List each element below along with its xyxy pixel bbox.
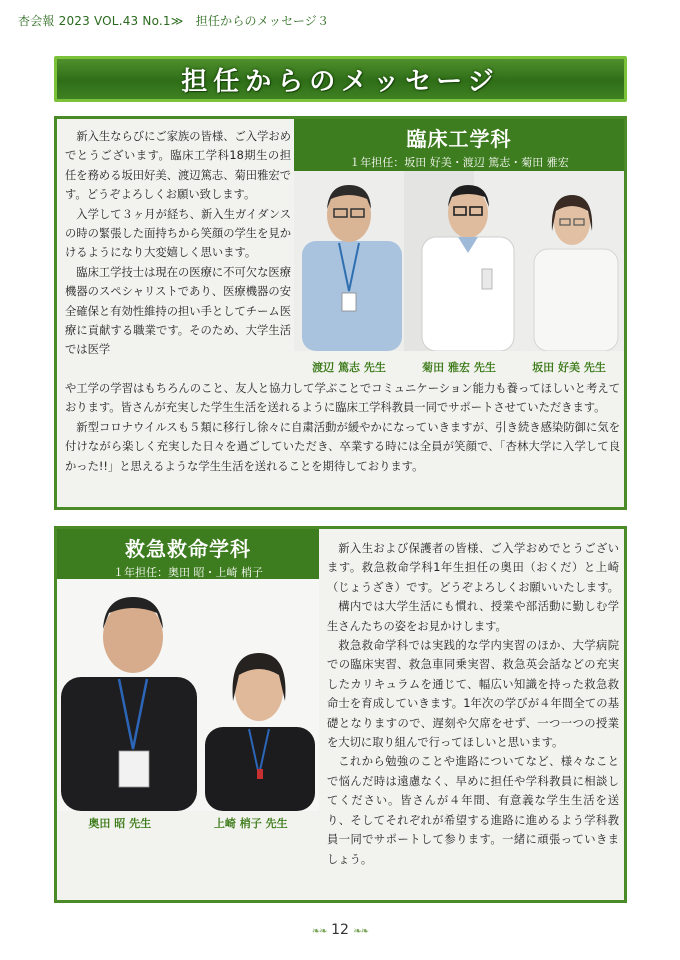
dept-name: 臨床工学科 [406, 127, 512, 151]
teacher-caption: 菊田 雅宏 先生 [422, 361, 496, 374]
clinical-engineering-message-bottom [65, 379, 620, 476]
emergency-medical-section [54, 526, 627, 903]
section-banner [54, 56, 627, 102]
message-paragraph: 構内では大学生活にも慣れ、授業や部活動に勤しむ学生さんたちの姿をお見かけします。 [327, 600, 619, 633]
message-paragraph: 新入生ならびにご家族の皆様、ご入学おめでとうございます。臨床工学科18期生の担任を務める坂田好美、渡辺篤志、菊田雅宏です。どうぞよろしくお願い致します。 [65, 130, 291, 202]
dept-teachers: １年担任：坂田 好美・渡辺 篤志・菊田 雅宏 [349, 156, 569, 169]
teacher-caption: 上崎 梢子 先生 [213, 817, 288, 830]
dept-teachers: １年担任：奥田 昭・上崎 梢子 [113, 566, 263, 579]
leaf-ornament-icon: ❧❧ [311, 926, 327, 937]
page-number [0, 922, 680, 938]
teachers-photo-image [294, 171, 624, 351]
teacher-caption: 渡辺 篤志 先生 [312, 361, 386, 374]
message-paragraph: 入学して３ヶ月が経ち、新入生ガイダンスの時の緊張した面持ちから笑顔の学生を見かけるようになり大変嬉しく思います。 [65, 207, 291, 260]
teacher-caption: 坂田 好美 先生 [532, 361, 606, 374]
teacher-captions [294, 359, 624, 375]
message-paragraph: や工学の学習はもちろんのこと、友人と協力して学ぶことでコミュニケーション能力も養ってほしいと考えております。皆さんが充実した学生生活を送れるように臨床工学科教員一同でサポートさせていただきます。 [65, 382, 620, 415]
teachers-photo-image [57, 579, 319, 811]
dept-header [294, 119, 624, 171]
message-paragraph: 新入生および保護者の皆様、ご入学おめでとうございます。救急救命学科1年生担任の奥田（おくだ）と上崎（じょうざき）です。どうぞよろしくお願いいたします。 [327, 542, 619, 594]
page-number-value: 12 [331, 922, 349, 938]
teacher-caption: 奥田 昭 先生 [88, 817, 152, 830]
emergency-medical-message [327, 539, 619, 869]
message-paragraph: これから勉強のことや進路についてなど、様々なことで悩んだ時は遠慮なく、早めに担任や学科教員に相談してください。皆さんが４年間、有意義な学生生活を送り、そしてそれぞれが希望する進路に進めるよう学科教員一同でサポートして参ります。一緒に頑張っていきましょう。 [327, 755, 619, 866]
message-paragraph: 新型コロナウイルスも５類に移行し徐々に自粛活動が緩やかになっていきますが、引き続き感染防御に気を付けながら楽しく充実した日々を過ごしていただき、卒業する時には全員が笑顔で、「杏林大学に入学して良かった!!」と思えるような学生生活を送れることを期待しております。 [65, 420, 620, 473]
banner-title: 担任からのメッセージ [181, 66, 500, 97]
teacher-captions [57, 815, 319, 831]
dept-name: 救急救命学科 [125, 537, 251, 561]
teachers-photo [57, 579, 319, 811]
running-header: 杏会報 2023 VOL.43 No.1≫ 担任からのメッセージ３ [18, 14, 330, 28]
clinical-engineering-message-top [65, 127, 291, 360]
teachers-photo [294, 171, 624, 351]
leaf-ornament-icon: ❧❧ [353, 926, 369, 937]
message-paragraph: 臨床工学技士は現在の医療に不可欠な医療機器のスペシャリストであり、医療機器の安全確保と有効性維持の担い手としてチーム医療に貢献する職業です。そのため、大学生活では医学 [65, 265, 291, 357]
dept-header [57, 529, 319, 579]
message-paragraph: 救急救命学科では実践的な学内実習のほか、大学病院での臨床実習、救急車同乗実習、救急英会話などの充実したカリキュラムを通じて、幅広い知識を持った救急救命士を育成していきます。1年次の学びが４年間全ての基礎となりますので、遅刻や欠席をせず、一つ一つの授業を大切に取り組んで行ってほしいと思います。 [327, 639, 619, 750]
clinical-engineering-section [54, 116, 627, 510]
